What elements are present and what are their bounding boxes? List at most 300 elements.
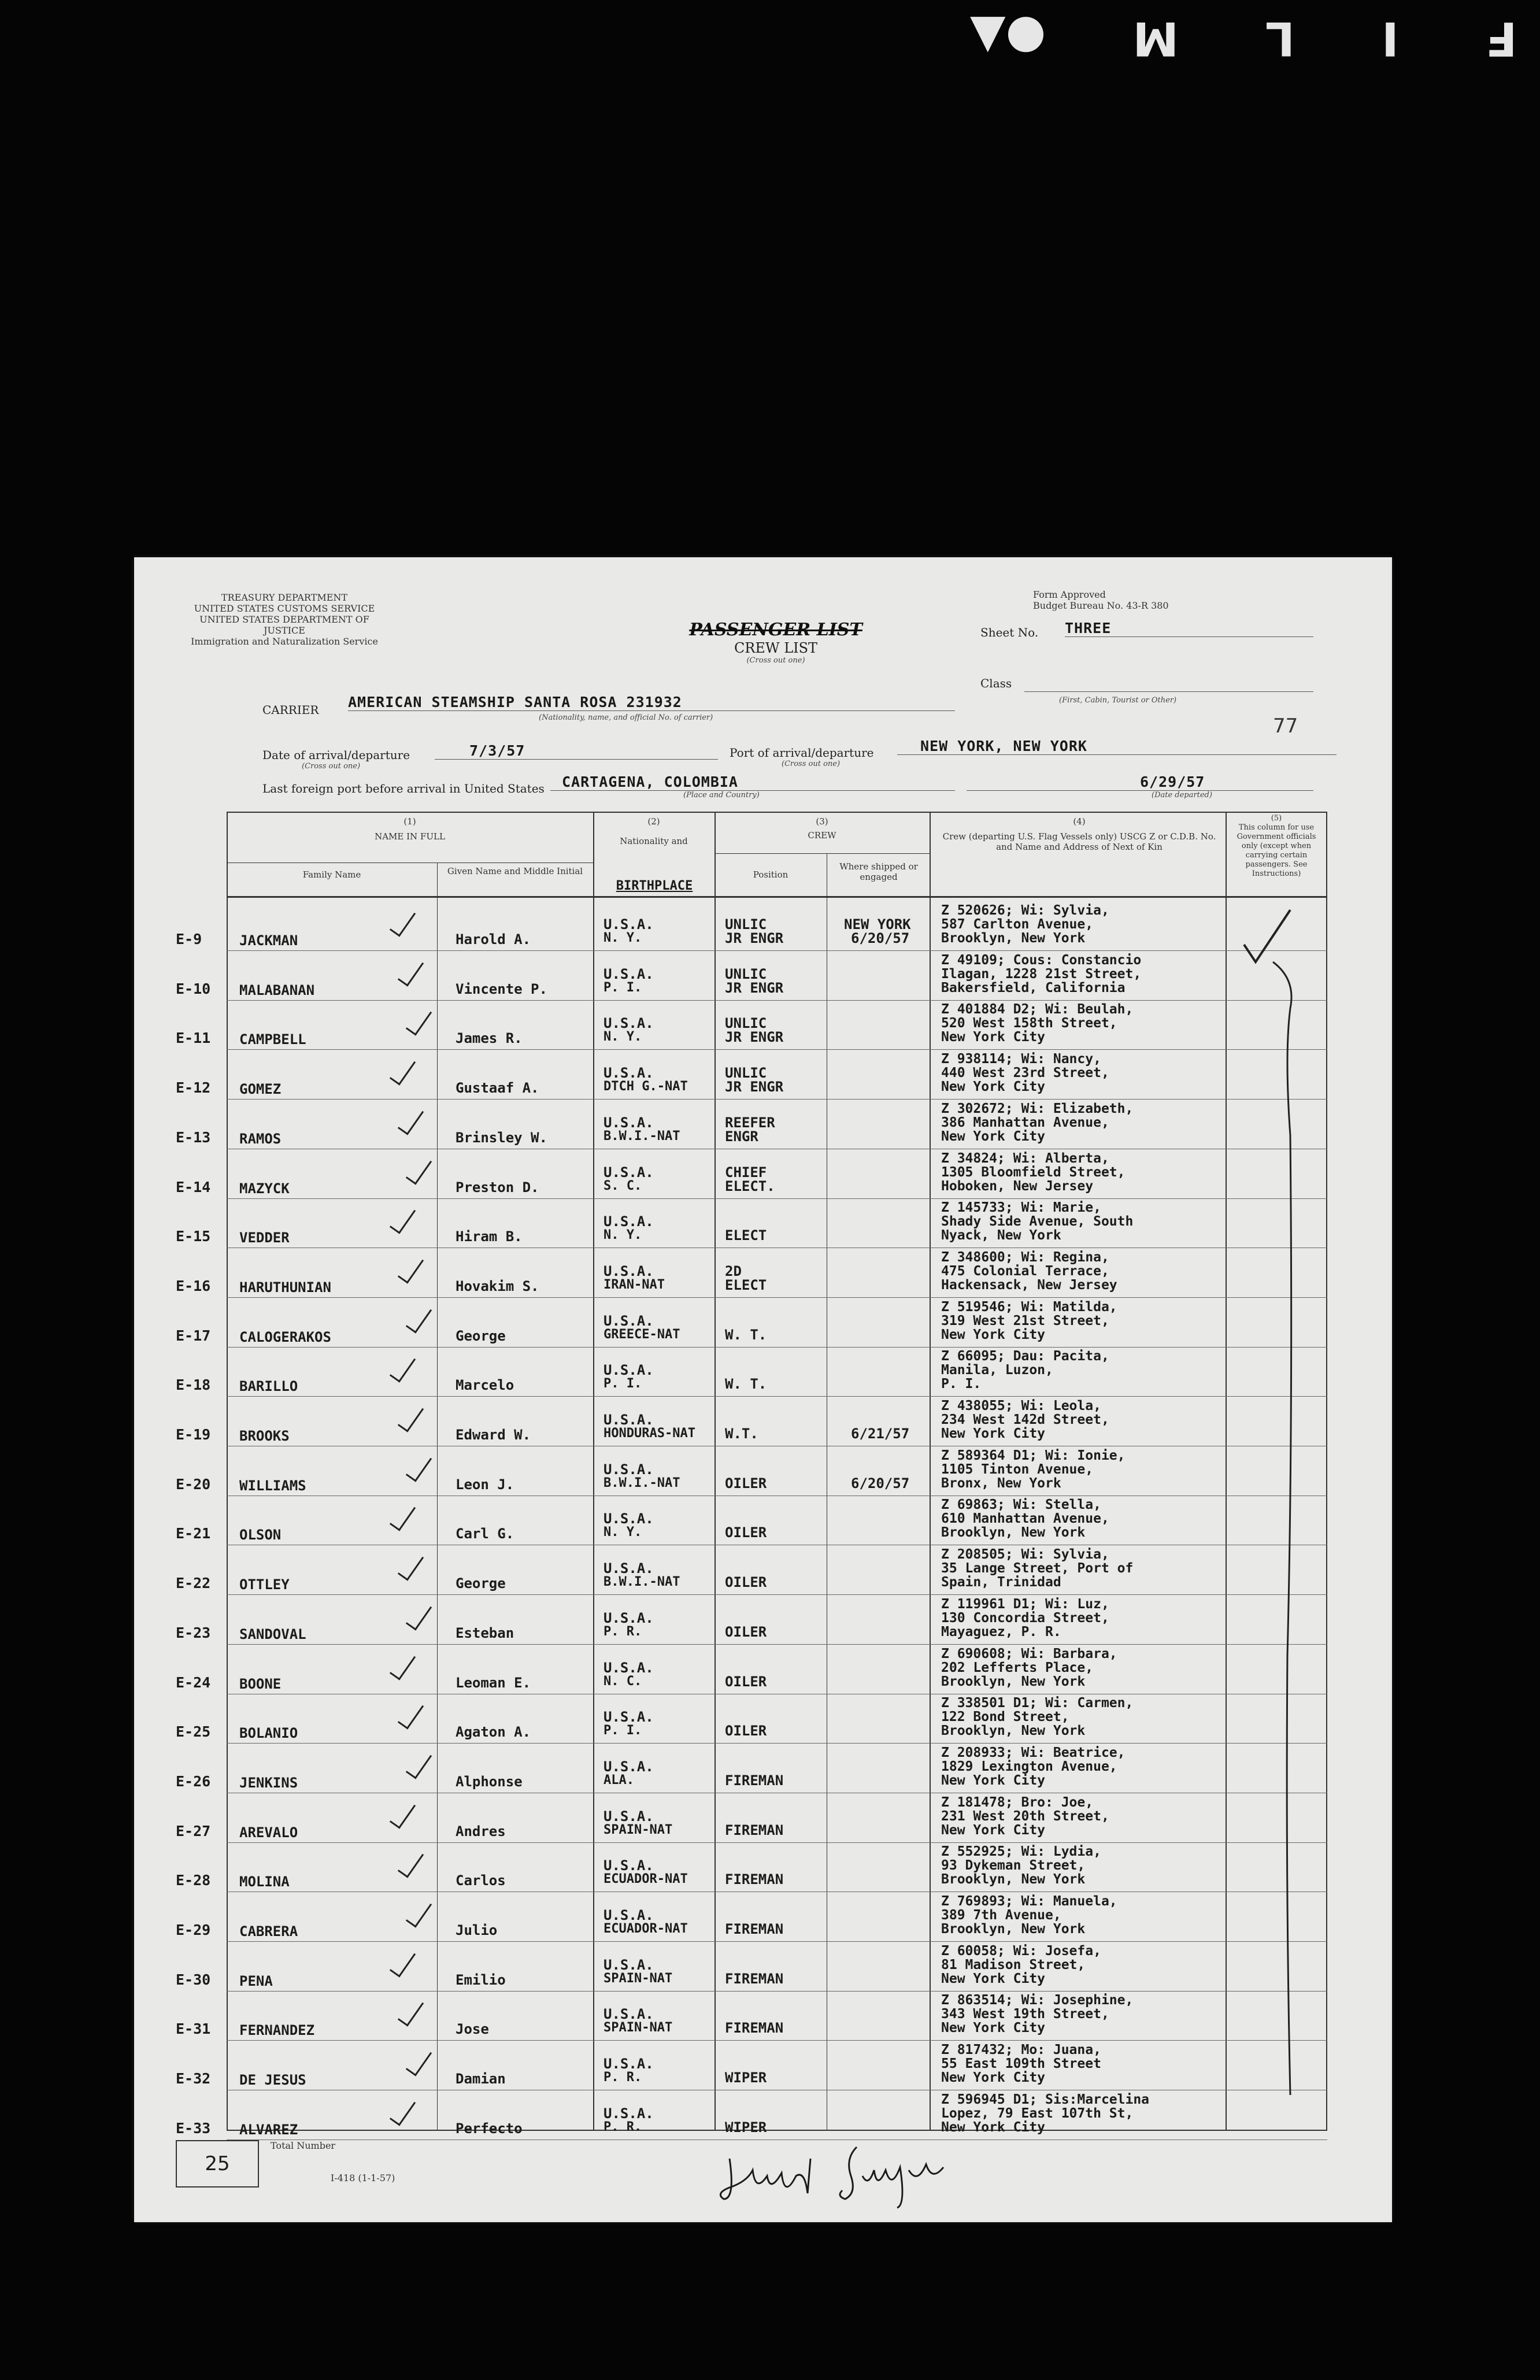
next-of-kin-line-1: Z 181478; Bro: Joe, xyxy=(941,1794,1094,1810)
given-name: Esteban xyxy=(456,1624,514,1641)
checkmark-icon xyxy=(398,1848,424,1878)
table-row xyxy=(134,1250,1392,1300)
birthplace: ECUADOR-NAT xyxy=(604,1872,688,1887)
agency-block xyxy=(180,592,388,647)
position-line-1: UNLIC xyxy=(725,1015,767,1032)
next-of-kin-line-3: Hackensack, New Jersey xyxy=(941,1277,1117,1293)
birthplace: ECUADOR-NAT xyxy=(604,1922,688,1936)
table-row xyxy=(134,1002,1392,1052)
next-of-kin-line-2: 343 West 19th Street, xyxy=(941,2007,1109,2022)
title-crew-list: CREW LIST xyxy=(734,640,818,656)
birthplace: N. C. xyxy=(604,1674,642,1689)
birthplace: ALA. xyxy=(604,1772,634,1787)
next-of-kin-line-1: Z 338501 D1; Wi: Carmen, xyxy=(941,1696,1134,1711)
film-mark-5: ●▲ xyxy=(969,12,1046,65)
next-of-kin-line-1: Z 938114; Wi: Nancy, xyxy=(941,1052,1101,1067)
row-id: E-19 xyxy=(176,1426,211,1443)
checkmark-icon xyxy=(398,1700,424,1730)
next-of-kin-line-1: Z 817432; Mo: Juana, xyxy=(941,2042,1101,2058)
family-name: JACKMAN xyxy=(239,932,298,949)
birthplace: B.W.I.-NAT xyxy=(604,1575,680,1590)
table-row xyxy=(134,1894,1392,1944)
date-value: 7/3/57 xyxy=(435,742,718,760)
next-of-kin-line-3: New York City xyxy=(941,1426,1046,1441)
carrier-note: (Nationality, name, and official No. of carrier) xyxy=(539,713,713,722)
given-name: Hiram B. xyxy=(456,1228,523,1245)
family-name: HARUTHUNIAN xyxy=(239,1279,331,1296)
table-row xyxy=(134,1646,1392,1696)
col5-header xyxy=(1228,814,1325,879)
checkmark-icon xyxy=(406,1749,432,1779)
next-of-kin-line-3: Mayaguez, P. R. xyxy=(941,1624,1061,1639)
nationality: U.S.A. xyxy=(604,965,654,982)
next-of-kin-line-2: 35 Lange Street, Port of xyxy=(941,1561,1134,1576)
checkmark-icon xyxy=(406,1154,432,1185)
family-name: OLSON xyxy=(239,1527,282,1544)
table-row xyxy=(134,1844,1392,1894)
family-name: MAZYCK xyxy=(239,1180,290,1197)
nationality: U.S.A. xyxy=(604,1213,654,1230)
given-name: Andres xyxy=(456,1823,506,1839)
table-row xyxy=(134,2042,1392,2092)
next-of-kin-line-2: 122 Bond Street, xyxy=(941,1709,1069,1725)
position-line-2: FIREMAN xyxy=(725,1921,784,1937)
carrier-value: AMERICAN STEAMSHIP SANTA ROSA 231932 xyxy=(348,694,955,711)
row-id: E-24 xyxy=(176,1674,211,1691)
row-divider xyxy=(227,1644,1327,1645)
next-of-kin-line-1: Z 519546; Wi: Matilda, xyxy=(941,1299,1117,1315)
row-id: E-14 xyxy=(176,1178,211,1195)
checkmark-icon xyxy=(390,1056,416,1086)
family-name: GOMEZ xyxy=(239,1081,282,1098)
nationality: U.S.A. xyxy=(604,1907,654,1923)
next-of-kin-line-1: Z 401884 D2; Wi: Beulah, xyxy=(941,1002,1134,1017)
family-name: MOLINA xyxy=(239,1874,290,1890)
form-code: I-418 (1-1-57) xyxy=(331,2172,395,2183)
row-id: E-30 xyxy=(176,1971,211,1988)
table-rule xyxy=(715,853,930,854)
position-line-2: ELECT xyxy=(725,1227,767,1244)
next-of-kin-line-2: 231 West 20th Street, xyxy=(941,1808,1109,1824)
nationality: U.S.A. xyxy=(604,1114,654,1131)
nationality: U.S.A. xyxy=(604,1709,654,1726)
birthplace: P. I. xyxy=(604,1376,642,1391)
family-name: DE JESUS xyxy=(239,2072,306,2089)
column5-brace-mark xyxy=(1232,904,1325,2118)
nationality: U.S.A. xyxy=(604,1808,654,1824)
position-line-2: W. T. xyxy=(725,1326,767,1343)
family-name: OTTLEY xyxy=(239,1576,290,1593)
next-of-kin-line-2: 202 Lefferts Place, xyxy=(941,1660,1094,1675)
nationality: U.S.A. xyxy=(604,1412,654,1428)
next-of-kin-line-2: 1305 Bloomfield Street, xyxy=(941,1164,1126,1180)
family-name: RAMOS xyxy=(239,1130,282,1147)
position-line-2: W.T. xyxy=(725,1426,758,1442)
checkmark-icon xyxy=(390,1353,416,1383)
next-of-kin-line-2: 587 Carlton Avenue, xyxy=(941,917,1094,932)
row-divider xyxy=(227,950,1327,951)
table-row xyxy=(134,1993,1392,2042)
birthplace: N. Y. xyxy=(604,1525,642,1540)
next-of-kin-line-3: Brooklyn, New York xyxy=(941,931,1086,946)
next-of-kin-line-1: Z 69863; Wi: Stella, xyxy=(941,1497,1101,1513)
next-of-kin-line-3: Hoboken, New Jersey xyxy=(941,1178,1094,1194)
position-line-2: FIREMAN xyxy=(725,1871,784,1888)
given-name: James R. xyxy=(456,1030,523,1047)
next-of-kin-line-3: New York City xyxy=(941,1772,1046,1788)
checkmark-icon xyxy=(406,1006,432,1036)
col2-number: (2) xyxy=(647,816,660,827)
page-number: 77 xyxy=(1273,715,1298,738)
row-id: E-23 xyxy=(176,1624,211,1641)
next-of-kin-line-2: 55 East 109th Street xyxy=(941,2056,1101,2072)
total-number-box: 25 xyxy=(176,2140,259,2187)
nationality: U.S.A. xyxy=(604,2105,654,2122)
given-name: Julio xyxy=(456,1922,498,1938)
family-name: BROOKS xyxy=(239,1428,290,1444)
row-id: E-33 xyxy=(176,2119,211,2137)
row-id: E-27 xyxy=(176,1822,211,1839)
birthplace: SPAIN-NAT xyxy=(604,2020,673,2035)
nationality: U.S.A. xyxy=(604,2056,654,2072)
nationality: U.S.A. xyxy=(604,2006,654,2023)
table-row xyxy=(134,953,1392,1002)
position-line-2: FIREMAN xyxy=(725,1772,784,1789)
nationality: U.S.A. xyxy=(604,1609,654,1626)
row-divider xyxy=(227,1594,1327,1595)
checkmark-icon xyxy=(406,2046,432,2077)
position-line-2: OILER xyxy=(725,1574,767,1591)
position-line-1: REEFER xyxy=(725,1114,775,1131)
col3-number: (3) xyxy=(816,816,828,827)
row-id: E-20 xyxy=(176,1475,211,1493)
birthplace: P. R. xyxy=(604,2070,642,2085)
next-of-kin-line-2: 93 Dykeman Street, xyxy=(941,1858,1086,1874)
nationality: U.S.A. xyxy=(604,1560,654,1577)
where-engaged-1: NEW YORK xyxy=(844,916,911,932)
last-port-value: CARTAGENA, COLOMBIA xyxy=(550,773,955,791)
row-id: E-31 xyxy=(176,2020,211,2038)
row-id: E-12 xyxy=(176,1079,211,1097)
carrier-label: CARRIER xyxy=(262,703,319,717)
next-of-kin-line-2: 389 7th Avenue, xyxy=(941,1908,1061,1923)
checkmark-icon xyxy=(406,1897,432,1927)
col3-header xyxy=(715,816,930,841)
agency-line: TREASURY DEPARTMENT xyxy=(221,592,348,603)
next-of-kin-line-3: Brooklyn, New York xyxy=(941,1674,1086,1689)
birthplace: SPAIN-NAT xyxy=(604,1971,673,1986)
agency-line: UNITED STATES CUSTOMS SERVICE xyxy=(194,603,375,614)
row-divider xyxy=(227,1099,1327,1100)
row-id: E-26 xyxy=(176,1772,211,1790)
next-of-kin-line-3: New York City xyxy=(941,2020,1046,2036)
form-title xyxy=(654,620,897,665)
next-of-kin-line-3: New York City xyxy=(941,1327,1046,1342)
checkmark-icon xyxy=(390,1947,416,1977)
checkmark-icon xyxy=(398,956,424,986)
given-name: Preston D. xyxy=(456,1179,539,1195)
checkmark-icon xyxy=(398,1997,424,2027)
position-line-2: FIREMAN xyxy=(725,1970,784,1987)
next-of-kin-line-2: Shady Side Avenue, South xyxy=(941,1214,1134,1230)
birthplace: DTCH G.-NAT xyxy=(604,1079,688,1094)
class-note: (First, Cabin, Tourist or Other) xyxy=(1059,696,1177,705)
nationality: U.S.A. xyxy=(604,1956,654,1973)
checkmark-icon xyxy=(406,1452,432,1482)
nationality: U.S.A. xyxy=(604,1511,654,1527)
family-name: JENKINS xyxy=(239,1774,298,1791)
position-line-2: ELECT xyxy=(725,1276,767,1293)
col5-title: This column for use Government officials only (except when carrying certain passengers. See Instructions) xyxy=(1237,823,1316,878)
next-of-kin-line-3: Nyack, New York xyxy=(941,1228,1061,1243)
table-row xyxy=(134,1696,1392,1745)
film-strip-marks xyxy=(970,12,1517,65)
birthplace: P. R. xyxy=(604,2119,642,2134)
col1-title: NAME IN FULL xyxy=(375,831,445,842)
given-name: Carl G. xyxy=(456,1526,514,1542)
checkmark-icon xyxy=(398,1551,424,1581)
given-name: George xyxy=(456,1327,506,1344)
family-name: CABRERA xyxy=(239,1923,298,1939)
family-name: VEDDER xyxy=(239,1230,290,1246)
position-line-2: WIPER xyxy=(725,2119,767,2135)
row-id: E-22 xyxy=(176,1575,211,1592)
next-of-kin-line-3: New York City xyxy=(941,2119,1046,2135)
next-of-kin-line-2: 386 Manhattan Avenue, xyxy=(941,1115,1109,1130)
table-row xyxy=(134,1101,1392,1151)
next-of-kin-line-1: Z 438055; Wi: Leola, xyxy=(941,1398,1101,1413)
family-name: PENA xyxy=(239,1972,273,1989)
title-note: (Cross out one) xyxy=(746,656,805,665)
birthplace: SPAIN-NAT xyxy=(604,1822,673,1837)
checkmark-icon xyxy=(406,1303,432,1333)
sheet-value: THREE xyxy=(1065,620,1313,637)
form-approved-line: Form Approved xyxy=(1033,589,1106,600)
agency-line: UNITED STATES DEPARTMENT OF JUSTICE xyxy=(199,614,369,636)
col4-header xyxy=(938,816,1221,852)
birthplace: B.W.I.-NAT xyxy=(604,1128,680,1143)
next-of-kin-line-3: New York City xyxy=(941,1971,1046,1986)
given-name: Leon J. xyxy=(456,1476,514,1493)
birthplace: N. Y. xyxy=(604,1030,642,1045)
next-of-kin-line-2: 610 Manhattan Avenue, xyxy=(941,1511,1109,1527)
nationality: U.S.A. xyxy=(604,1263,654,1279)
row-id: E-28 xyxy=(176,1872,211,1889)
family-name: BOLANIO xyxy=(239,1725,298,1742)
next-of-kin-line-2: Manila, Luzon, xyxy=(941,1363,1053,1378)
family-name: SANDOVAL xyxy=(239,1626,306,1642)
next-of-kin-line-2: Ilagan, 1228 21st Street, xyxy=(941,966,1142,982)
position-line-2: OILER xyxy=(725,1723,767,1739)
next-of-kin-line-1: Z 552925; Wi: Lydia, xyxy=(941,1844,1101,1860)
col1-header xyxy=(227,816,593,842)
agency-line: Immigration and Naturalization Service xyxy=(191,636,378,647)
title-struck: PASSENGER LIST xyxy=(689,620,862,640)
next-of-kin-line-2: 475 Colonial Terrace, xyxy=(941,1263,1109,1279)
next-of-kin-line-2: 234 West 142d Street, xyxy=(941,1412,1109,1427)
given-name: Emilio xyxy=(456,1971,506,1988)
row-divider xyxy=(227,1049,1327,1050)
col-family-header: Family Name xyxy=(302,869,361,880)
given-name: Perfecto xyxy=(456,2120,523,2137)
position-line-2: FIREMAN xyxy=(725,2020,784,2037)
next-of-kin-line-3: Bakersfield, California xyxy=(941,980,1126,995)
position-line-2: JR ENGR xyxy=(725,1079,784,1095)
nationality: U.S.A. xyxy=(604,1164,654,1180)
given-name: Carlos xyxy=(456,1872,506,1889)
next-of-kin-line-2: 520 West 158th Street, xyxy=(941,1016,1117,1031)
next-of-kin-line-1: Z 769893; Wi: Manuela, xyxy=(941,1894,1117,1909)
position-line-2: FIREMAN xyxy=(725,1822,784,1838)
given-name: Agaton A. xyxy=(456,1724,531,1741)
table-row xyxy=(134,903,1392,953)
next-of-kin-line-3: Brooklyn, New York xyxy=(941,1723,1086,1739)
col5-number: (5) xyxy=(1271,814,1282,823)
next-of-kin-line-2: 440 West 23rd Street, xyxy=(941,1065,1109,1081)
birthplace: N. Y. xyxy=(604,1228,642,1243)
form-approved xyxy=(1033,589,1169,611)
position-line-2: OILER xyxy=(725,1524,767,1541)
film-mark-2: I xyxy=(1381,12,1399,65)
next-of-kin-line-3: New York City xyxy=(941,2070,1046,2086)
next-of-kin-line-1: Z 596945 D1; Sis:Marcelina xyxy=(941,2092,1150,2107)
nationality: U.S.A. xyxy=(604,1065,654,1082)
given-name: George xyxy=(456,1575,506,1592)
table-row xyxy=(134,1745,1392,1795)
table-row xyxy=(134,1448,1392,1498)
position-line-2: JR ENGR xyxy=(725,979,784,996)
signature xyxy=(712,2135,1047,2211)
next-of-kin-line-3: P. I. xyxy=(941,1376,982,1392)
col-given-header: Given Name and Middle Initial xyxy=(447,866,583,876)
row-divider xyxy=(227,1842,1327,1843)
nationality: U.S.A. xyxy=(604,1659,654,1676)
given-name: Gustaaf A. xyxy=(456,1080,539,1097)
position-line-1: UNLIC xyxy=(725,965,767,982)
family-name: FERNANDEZ xyxy=(239,2022,315,2039)
position-line-1: UNLIC xyxy=(725,916,767,932)
position-line-2: OILER xyxy=(725,1623,767,1640)
given-name: Alphonse xyxy=(456,1773,523,1790)
next-of-kin-line-1: Z 60058; Wi: Josefa, xyxy=(941,1943,1101,1959)
birthplace: B.W.I.-NAT xyxy=(604,1475,680,1490)
col4-number: (4) xyxy=(1073,816,1086,827)
next-of-kin-line-2: 81 Madison Street, xyxy=(941,1957,1086,1972)
checkmark-icon xyxy=(398,1105,424,1135)
next-of-kin-line-2: 130 Concordia Street, xyxy=(941,1610,1109,1626)
birthplace: IRAN-NAT xyxy=(604,1277,665,1292)
checkmark-icon xyxy=(390,906,416,937)
date-label: Date of arrival/departure xyxy=(262,748,410,762)
row-divider xyxy=(227,1000,1327,1001)
checkmark-icon xyxy=(390,1501,416,1531)
nationality: U.S.A. xyxy=(604,1461,654,1478)
given-name: Vincente P. xyxy=(456,980,547,997)
next-of-kin-line-1: Z 302672; Wi: Elizabeth, xyxy=(941,1101,1134,1116)
given-name: Damian xyxy=(456,2071,506,2087)
row-id: E-21 xyxy=(176,1525,211,1542)
next-of-kin-line-2: 319 West 21st Street, xyxy=(941,1313,1109,1328)
next-of-kin-line-3: Brooklyn, New York xyxy=(941,1922,1086,1937)
next-of-kin-line-3: Brooklyn, New York xyxy=(941,1872,1086,1887)
family-name: BARILLO xyxy=(239,1378,298,1395)
nationality: U.S.A. xyxy=(604,1758,654,1775)
table-row xyxy=(134,1795,1392,1845)
table-row xyxy=(134,1151,1392,1201)
birthplace: GREECE-NAT xyxy=(604,1327,680,1342)
next-of-kin-line-1: Z 49109; Cous: Constancio xyxy=(941,952,1142,968)
total-label: Total Number xyxy=(271,2140,336,2151)
family-name: ALVAREZ xyxy=(239,2121,298,2138)
row-id: E-25 xyxy=(176,1723,211,1741)
position-line-1: 2D xyxy=(725,1263,742,1279)
checkmark-icon xyxy=(390,1798,416,1829)
birthplace: P. I. xyxy=(604,1723,642,1738)
given-name: Jose xyxy=(456,2021,489,2038)
crew-list-document xyxy=(134,557,1392,2222)
port-note: (Cross out one) xyxy=(782,760,841,768)
next-of-kin-line-1: Z 145733; Wi: Marie, xyxy=(941,1200,1101,1216)
given-name: Edward W. xyxy=(456,1427,531,1443)
nationality: U.S.A. xyxy=(604,1312,654,1329)
class-line xyxy=(1024,690,1313,692)
position-line-2: OILER xyxy=(725,1673,767,1690)
table-row xyxy=(134,1398,1392,1448)
row-divider xyxy=(227,1198,1327,1199)
nationality: U.S.A. xyxy=(604,1362,654,1379)
nationality: U.S.A. xyxy=(604,1015,654,1032)
birthplace: HONDURAS-NAT xyxy=(604,1426,695,1441)
film-mark-4: M xyxy=(1132,12,1179,65)
nationality: U.S.A. xyxy=(604,916,654,932)
table-row xyxy=(134,1200,1392,1250)
nationality: U.S.A. xyxy=(604,1857,654,1874)
row-divider xyxy=(227,1297,1327,1298)
row-id: E-18 xyxy=(176,1376,211,1394)
next-of-kin-line-1: Z 589364 D1; Wi: Ionie, xyxy=(941,1448,1126,1463)
given-name: Leoman E. xyxy=(456,1674,531,1691)
row-divider xyxy=(227,1941,1327,1942)
table-row xyxy=(134,1597,1392,1646)
family-name: AREVALO xyxy=(239,1824,298,1841)
family-name: BOONE xyxy=(239,1675,282,1692)
table-row xyxy=(134,2092,1392,2142)
checkmark-icon xyxy=(398,1402,424,1432)
last-port-note: (Place and Country) xyxy=(683,791,760,799)
next-of-kin-line-2: Lopez, 79 East 107th St, xyxy=(941,2105,1134,2121)
row-id: E-10 xyxy=(176,980,211,997)
position-line-2: JR ENGR xyxy=(725,1029,784,1046)
next-of-kin-line-3: Brooklyn, New York xyxy=(941,1525,1086,1541)
col1-number: (1) xyxy=(403,816,416,827)
position-line-2: W. T. xyxy=(725,1376,767,1393)
checkmark-icon xyxy=(390,2096,416,2126)
birthplace: P. R. xyxy=(604,1624,642,1639)
where-engaged-2: 6/21/57 xyxy=(851,1426,910,1442)
position-line-1: CHIEF xyxy=(725,1164,767,1180)
next-of-kin-line-1: Z 348600; Wi: Regina, xyxy=(941,1249,1109,1265)
where-engaged-2: 6/20/57 xyxy=(851,1475,910,1491)
row-divider xyxy=(227,1347,1327,1348)
given-name: Hovakim S. xyxy=(456,1278,539,1294)
row-id: E-32 xyxy=(176,2070,211,2087)
next-of-kin-line-3: New York City xyxy=(941,1128,1046,1144)
table-row xyxy=(134,1300,1392,1349)
row-divider xyxy=(227,2040,1327,2041)
col-position-header: Position xyxy=(753,869,788,880)
position-line-2: OILER xyxy=(725,1475,767,1491)
checkmark-icon xyxy=(390,1204,416,1234)
